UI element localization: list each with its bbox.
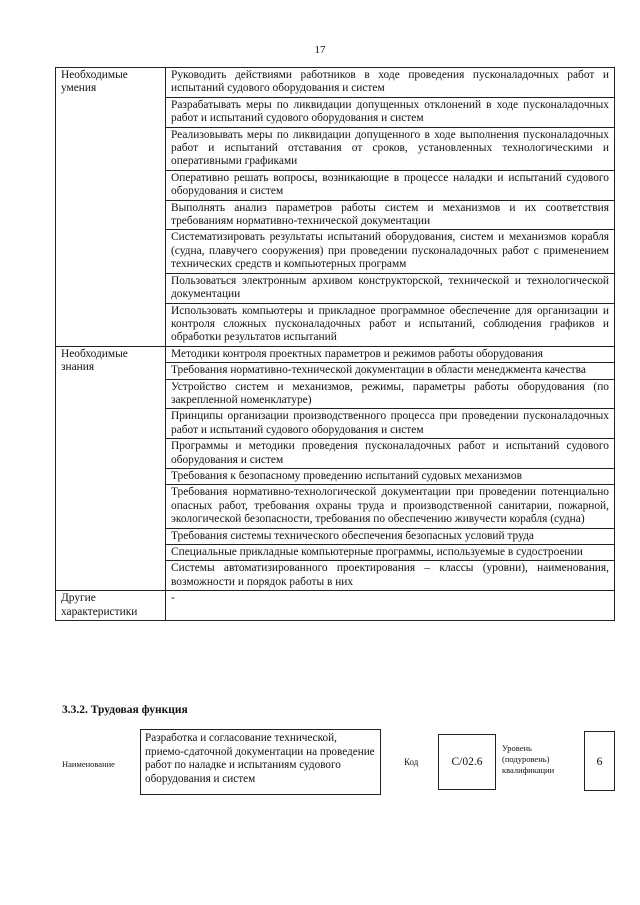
code-label: Код	[404, 757, 419, 767]
requirement-item: Систематизировать результаты испытаний оборудования, систем и механизмов корабля (судна, плавучего сооружения) при проведении пусконаладочных работ с применением технических средств и компьютерных программ	[166, 230, 615, 273]
requirement-item: Устройство систем и механизмов, режимы, параметры работы оборудования (по закрепленной номенклатуре)	[166, 379, 615, 409]
requirement-item: Требования к безопасному проведению испытаний судовых механизмов	[166, 468, 615, 484]
qualification-level-label: Уровень (подуровень) квалификации	[502, 743, 555, 775]
requirement-item: -	[166, 591, 615, 621]
requirement-item: Реализовывать меры по ликвидации допущенного в ходе выполнения пусконаладочных работ и испытаний отставания от сроков, установленных технологическими и оперативными графиками	[166, 127, 615, 170]
requirement-item: Требования нормативно-технической документации в области менеджмента качества	[166, 363, 615, 379]
requirement-item: Оперативно решать вопросы, возникающие в процессе наладки и испытаний судового оборудования и систем	[166, 170, 615, 200]
table-row	[56, 346, 615, 362]
section-label: Необходимые знания	[56, 346, 166, 591]
requirement-item: Разрабатывать меры по ликвидации допущенных отклонений в ходе пусконаладочных работ и испытаний судового оборудования и систем	[166, 97, 615, 127]
function-name-box: Разработка и согласование технической, приемо-сдаточной документации на проведение работ по наладке и испытаниям судового оборудования и систем	[140, 729, 381, 795]
labor-function-heading: 3.3.2. Трудовая функция	[62, 704, 188, 716]
requirement-item: Принципы организации производственного процесса при проведении пусконаладочных работ и испытаний судового оборудования и систем	[166, 409, 615, 439]
qualification-level-box: 6	[584, 731, 615, 791]
requirement-item: Специальные прикладные компьютерные программы, используемые в судостроении	[166, 545, 615, 561]
section-label: Другие характеристики	[56, 591, 166, 621]
table-row	[56, 591, 615, 621]
requirement-item: Пользоваться электронным архивом конструкторской, технической и технологической документации	[166, 273, 615, 303]
requirement-item: Системы автоматизированного проектирования – классы (уровни), наименования, возможности и порядок работы в них	[166, 561, 615, 591]
name-label: Наименование	[62, 759, 115, 769]
function-code-box: C/02.6	[438, 734, 496, 790]
requirement-item: Программы и методики проведения пусконаладочных работ и испытаний судового оборудования и систем	[166, 439, 615, 469]
requirement-item: Методики контроля проектных параметров и режимов работы оборудования	[166, 346, 615, 362]
table-row	[56, 68, 615, 98]
requirement-item: Использовать компьютеры и прикладное программное обеспечение для организации и контроля сложных пусконаладочных работ и испытаний, соблюдения графиков и обработки результатов испытаний	[166, 303, 615, 346]
section-label: Необходимые умения	[56, 68, 166, 347]
requirement-item: Требования нормативно-технологической документации при проведении потенциально опасных работ, требования охраны труда и производственной санитарии, пожарной, экологической безопасности, требования по обеспечению живучести корабля (судна)	[166, 485, 615, 528]
requirement-item: Руководить действиями работников в ходе проведения пусконаладочных работ и испытаний судового оборудования и систем	[166, 68, 615, 98]
requirement-item: Выполнять анализ параметров работы систем и механизмов и их соответствия требованиям нормативно-технической документации	[166, 200, 615, 230]
page-number: 17	[314, 44, 326, 56]
requirement-item: Требования системы технического обеспечения безопасных условий труда	[166, 528, 615, 544]
requirements-table	[55, 67, 615, 621]
